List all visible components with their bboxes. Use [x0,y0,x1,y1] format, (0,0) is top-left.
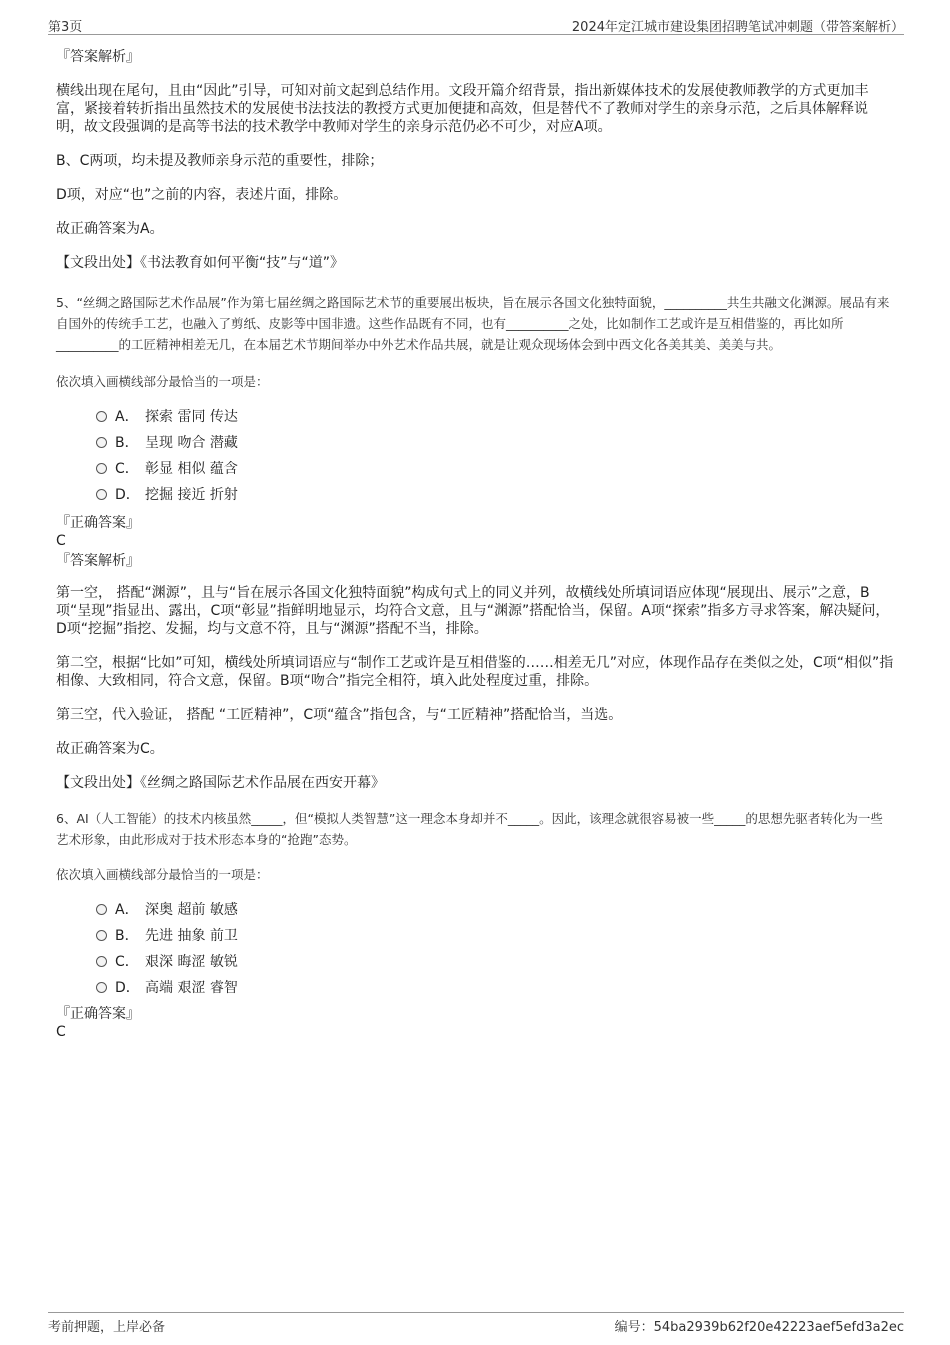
page-number: 第3页 [48,20,83,35]
analysis-paragraph: 第一空， 搭配“渊源”，且与“旨在展示各国文化独特面貌”构成句式上的同义并列，故横线处所填词语应体现“展现出、展示”之意，B项“呈现”指显出、露出，C项“彰显”指鲜明地显示，均符合文意，且与“渊源”搭配恰当，保留。A项“探索”指多方寻求答案，解决疑问，D项“挖掘”指挖、发掘，均与文意不符，且与“渊源”搭配不当，排除。 [56,585,890,637]
question-prompt: 依次填入画横线部分最恰当的一项是： [56,867,269,882]
correct-answer: C [56,1024,66,1040]
option-text: 深奥 超前 敏感 [145,902,238,918]
option-text: 艰深 晦涩 敏锐 [145,954,238,970]
option-text: 呈现 吻合 潜藏 [145,435,238,451]
option-b[interactable] [96,923,894,949]
option-a[interactable] [96,404,894,430]
options-list [56,897,894,1001]
analysis-conclusion: 故正确答案为A。 [56,221,164,237]
radio-icon[interactable] [96,411,107,422]
options-list [56,404,894,508]
radio-icon[interactable] [96,930,107,941]
option-letter: D． [115,487,140,503]
page-content [56,42,894,1041]
radio-icon[interactable] [96,463,107,474]
option-letter: C． [115,954,139,970]
option-text: 高端 艰涩 睿智 [145,980,238,996]
option-text: 先进 抽象 前卫 [145,928,238,944]
question-stem: 5、“丝绸之路国际艺术作品展”作为第七届丝绸之路国际艺术节的重要展出板块，旨在展示各国文化独特面貌，__________共生共融文化渊源。展品有来自国外的传统手工艺，也融入了剪纸、皮影等中国非遗。这些作品既有不同，也有__________之处，比如制作工艺或许是互相借鉴的，再比如所__________的工匠精神相差无几，在本届艺术节期间举办中外艺术作品共展，就是让观众现场体会到中西文化各美其美、美美与共。 [56,295,890,352]
option-text: 挖掘 接近 折射 [145,487,238,503]
source-citation: 【文段出处】《书法教育如何平衡“技”与“道”》 [56,255,345,271]
option-a[interactable] [96,897,894,923]
radio-icon[interactable] [96,904,107,915]
correct-answer: C [56,533,66,549]
analysis-paragraph: 横线出现在尾句，且由“因此”引导，可知对前文起到总结作用。文段开篇介绍背景，指出新媒体技术的发展使教师教学的方式更加丰富，紧接着转折指出虽然技术的发展使书法技法的教授方式更加便捷和高效，但是替代不了教师对学生的亲身示范，之后具体解释说明，故文段强调的是高等书法的技术教学中教师对学生的亲身示范仍必不可少，对应A项。 [56,83,869,135]
option-d[interactable] [96,975,894,1001]
analysis-label: 『答案解析』 [56,553,140,569]
page-header [48,14,904,35]
radio-icon[interactable] [96,437,107,448]
option-letter: B． [115,928,139,944]
source-citation: 【文段出处】《丝绸之路国际艺术作品展在西安开幕》 [56,775,385,791]
analysis-paragraph: 第三空，代入验证， 搭配 “工匠精神”，C项“蕴含”指包含，与“工匠精神”搭配恰当，当选。 [56,707,623,723]
document-title: 2024年定江城市建设集团招聘笔试冲刺题（带答案解析） [571,20,904,35]
radio-icon[interactable] [96,489,107,500]
option-text: 彰显 相似 蕴含 [145,461,238,477]
correct-answer-label: 『正确答案』 [56,1006,140,1022]
correct-answer-label: 『正确答案』 [56,515,140,531]
analysis-label: 『答案解析』 [56,49,140,65]
analysis-conclusion: 故正确答案为C。 [56,741,164,757]
option-letter: A． [115,902,139,918]
analysis-paragraph: D项，对应“也”之前的内容，表述片面，排除。 [56,187,348,203]
option-b[interactable] [96,430,894,456]
option-c[interactable] [96,456,894,482]
footer-slogan: 考前押题，上岸必备 [48,1320,166,1335]
option-c[interactable] [96,949,894,975]
option-letter: C． [115,461,139,477]
analysis-paragraph: 第二空，根据“比如”可知，横线处所填词语应与“制作工艺或许是互相借鉴的……相差无几”对应，体现作品存在类似之处，C项“相似”指相像、大致相同，符合文意，保留。B项“吻合”指完全相符，填入此处程度过重，排除。 [56,655,894,689]
document-id: 编号：54ba2939b62f20e42223aef5efd3a2ec [614,1320,904,1335]
radio-icon[interactable] [96,982,107,993]
option-letter: D． [115,980,140,996]
page-footer [48,1312,904,1335]
option-d[interactable] [96,482,894,508]
analysis-paragraph: B、C两项，均未提及教师亲身示范的重要性，排除； [56,153,384,169]
question-stem: 6、AI（人工智能）的技术内核虽然_____，但“模拟人类智慧”这一理念本身却并不_____。因此，该理念就很容易被一些_____的思想先驱者转化为一些艺术形象，由此形成对于技术形态本身的“抢跑”态势。 [56,811,883,847]
option-text: 探索 雷同 传达 [145,409,238,425]
option-letter: B． [115,435,139,451]
option-letter: A． [115,409,139,425]
question-prompt: 依次填入画横线部分最恰当的一项是： [56,374,269,389]
radio-icon[interactable] [96,956,107,967]
